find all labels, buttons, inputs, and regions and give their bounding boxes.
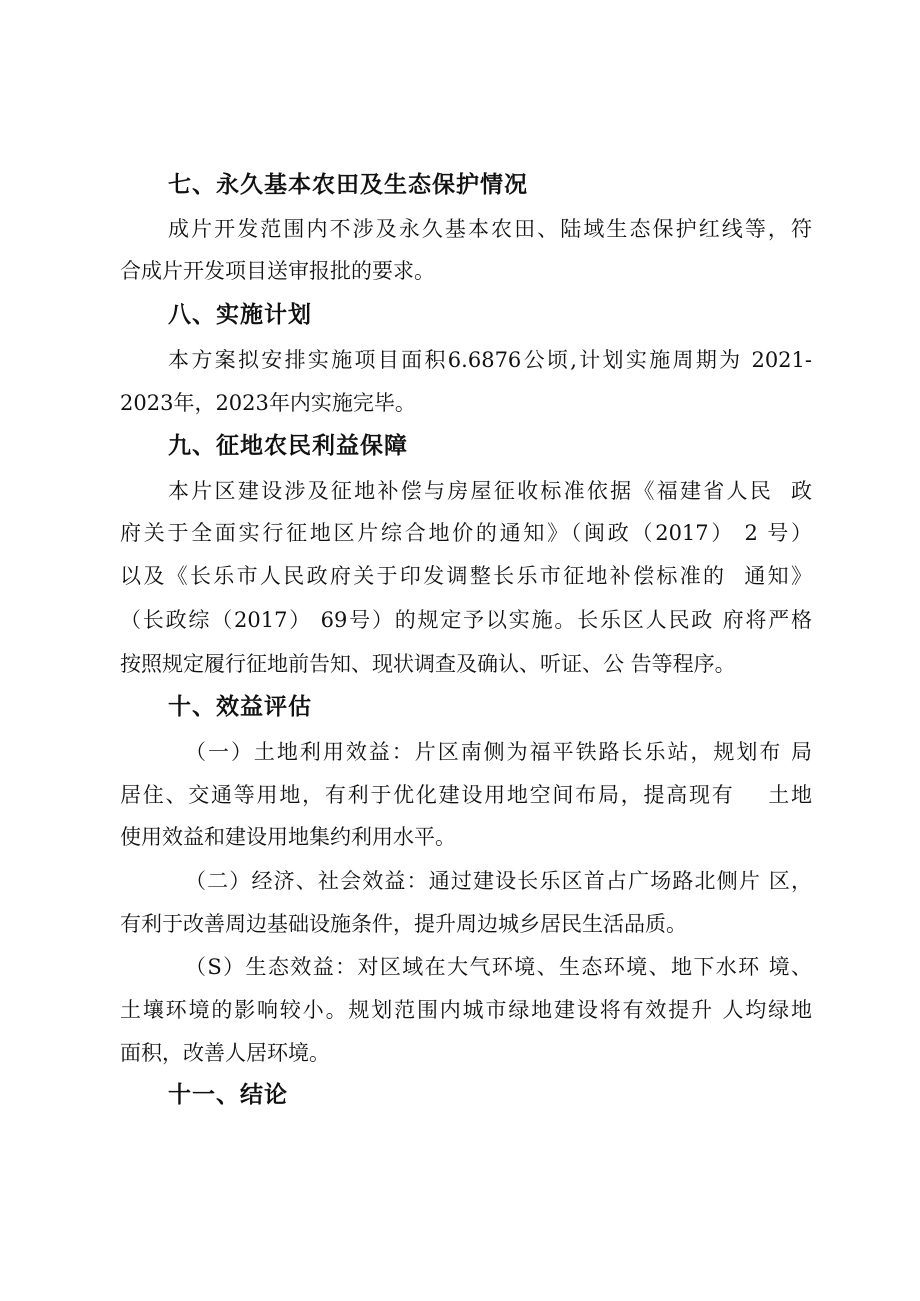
section-10-p3-line-3: 面积，改善人居环境。	[120, 1041, 330, 1065]
section-10-p2-line-1: （二）经济、社会效益：通过建设长乐区首占广场路北侧片 区，	[185, 869, 812, 893]
section-10-p1-line-2: 居住、交通等用地，有利于优化建设用地空间布局，提高现有 土地	[120, 783, 812, 807]
section-7-heading: 七、永久基本农田及生态保护情况	[168, 172, 528, 198]
section-10-p3-line-2: 土壤环境的影响较小。规划范围内城市绿地建设将有效提升 人均绿地	[120, 998, 812, 1022]
section-9-line-2: 府关于全面实行征地区片综合地价的通知》（闽政（2017） 2 号）	[120, 521, 812, 545]
section-9-line-3: 以及《长乐市人民政府关于印发调整长乐市征地补偿标准的 通知》	[120, 564, 812, 588]
section-11-heading: 十一、结论	[168, 1082, 288, 1108]
section-9-heading: 九、征地农民利益保障	[168, 433, 408, 459]
section-8-line-2: 2023年，2023年内实施完毕。	[120, 391, 416, 415]
section-9-line-5: 按照规定履行征地前告知、现状调查及确认、听证、公 告等程序。	[120, 652, 736, 676]
section-7-line-1: 成片开发范围内不涉及永久基本农田、陆域生态保护红线等，符	[168, 217, 812, 241]
section-8-heading: 八、实施计划	[168, 302, 312, 328]
section-10-p1-line-3: 使用效益和建设用地集约利用水平。	[120, 825, 456, 849]
section-9-line-1: 本片区建设涉及征地补偿与房屋征收标准依据《福建省人民 政	[168, 479, 812, 503]
section-10-p1-line-1: （一）土地利用效益：片区南侧为福平铁路长乐站，规划布 局	[185, 740, 812, 764]
section-9-line-4: （长政综（2017） 69号）的规定予以实施。长乐区人民政 府将严格	[120, 608, 812, 632]
section-10-p2-line-2: 有利于改善周边基础设施条件，提升周边城乡居民生活品质。	[120, 912, 687, 936]
section-7-line-2: 合成片开发项目送审报批的要求。	[120, 259, 435, 283]
section-10-p3-line-1: （S）生态效益：对区域在大气环境、生态环境、地下水环 境、	[185, 955, 812, 979]
section-10-heading: 十、效益评估	[168, 694, 312, 720]
section-8-line-1: 本方案拟安排实施项目面积6.6876公顷,计划实施周期为 2021-	[168, 348, 812, 372]
